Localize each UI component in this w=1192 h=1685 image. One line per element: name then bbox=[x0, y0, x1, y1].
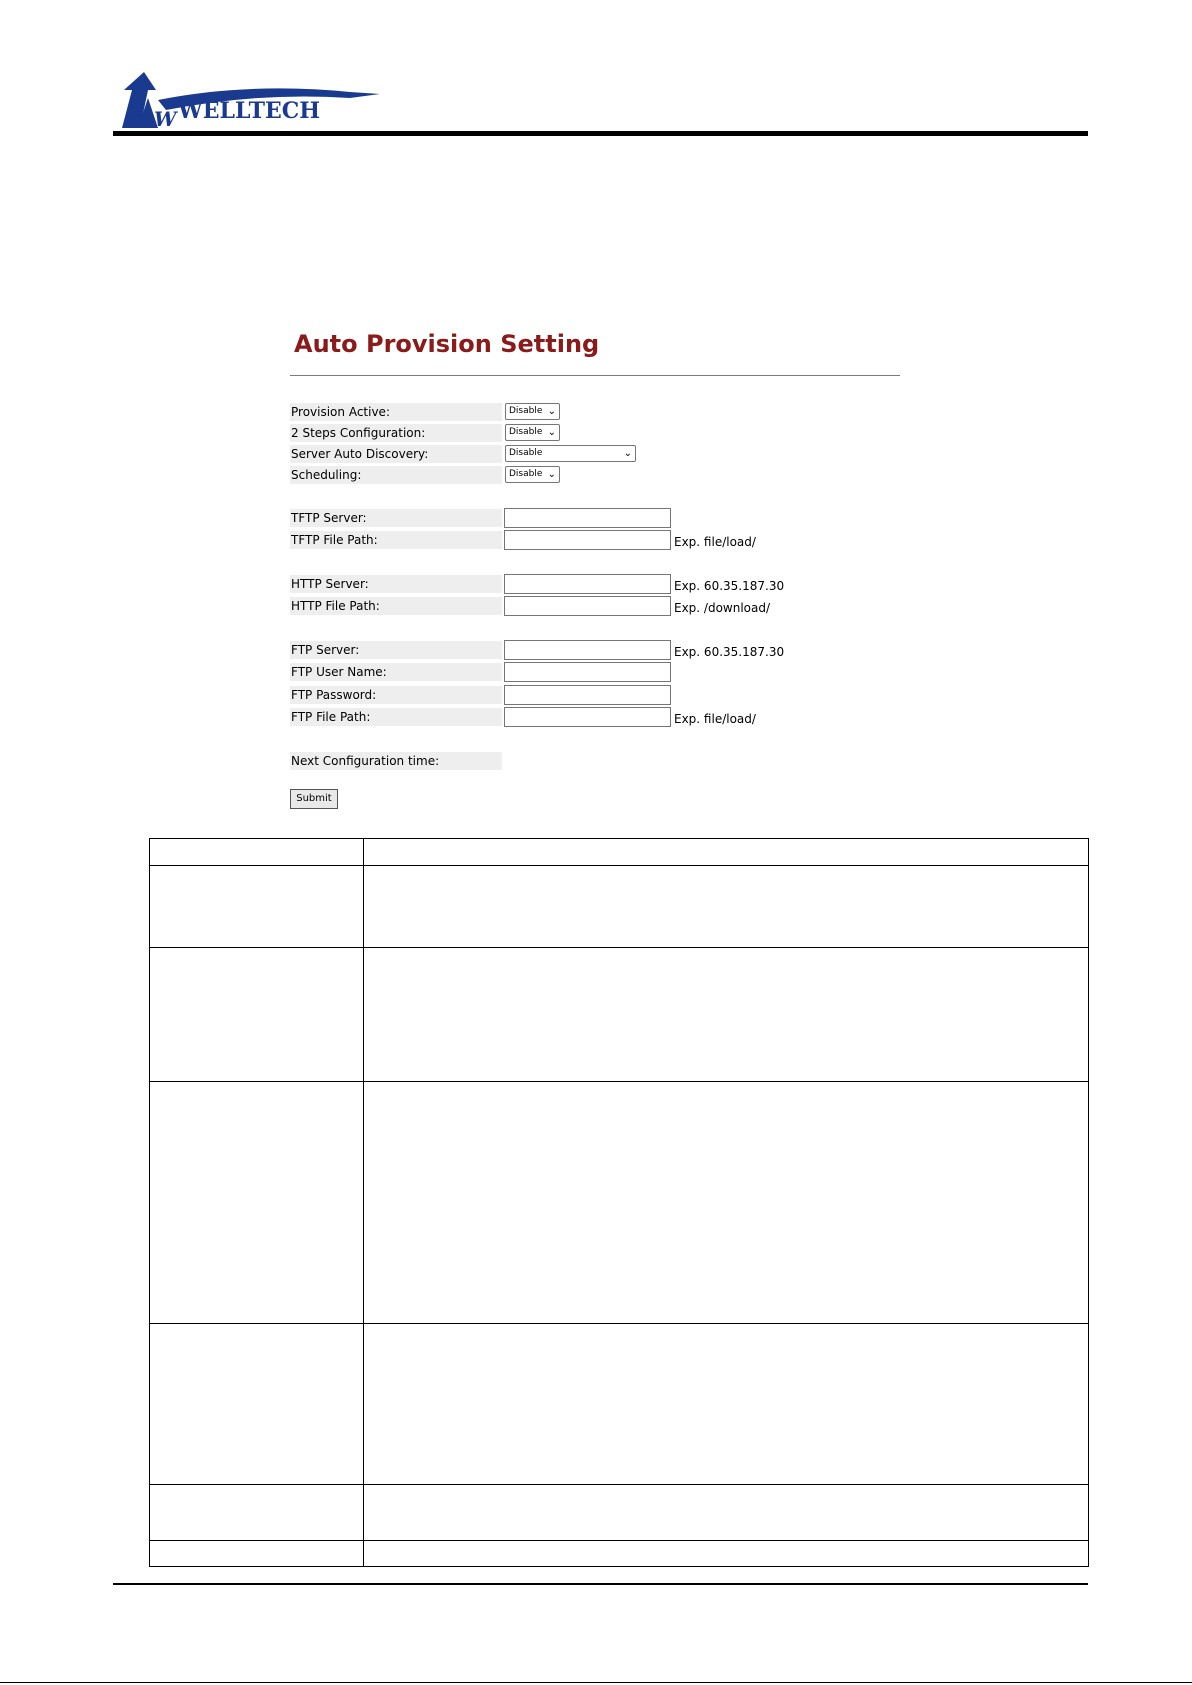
table-row bbox=[150, 1485, 1089, 1541]
svg-text:W: W bbox=[154, 107, 177, 131]
table-row bbox=[150, 1324, 1089, 1485]
field-hint: Exp. file/load/ bbox=[674, 712, 756, 726]
table-cell-description bbox=[364, 1485, 1089, 1541]
table-row bbox=[150, 866, 1089, 948]
select-value: Disable bbox=[509, 427, 543, 437]
field-label: TFTP File Path: bbox=[290, 531, 502, 549]
field-label: FTP User Name: bbox=[290, 663, 502, 681]
http-server-input[interactable] bbox=[504, 574, 671, 594]
table-cell-description bbox=[364, 1324, 1089, 1485]
scheduling-select[interactable] bbox=[505, 466, 560, 483]
field-label: TFTP Server: bbox=[290, 509, 502, 527]
select-value: Disable bbox=[509, 469, 543, 479]
footer-rule bbox=[113, 1583, 1088, 1585]
ftp-server-input[interactable] bbox=[504, 640, 671, 660]
description-table bbox=[149, 838, 1089, 1567]
field-label: Scheduling: bbox=[290, 466, 502, 484]
field-label: HTTP Server: bbox=[290, 575, 502, 593]
field-label: 2 Steps Configuration: bbox=[290, 424, 502, 442]
chevron-down-icon: ⌄ bbox=[547, 427, 556, 438]
field-label: FTP File Path: bbox=[290, 708, 502, 726]
ftp-user-name-input[interactable] bbox=[504, 662, 671, 682]
brand-name: WELLTECH bbox=[178, 98, 321, 124]
tftp-server-input[interactable] bbox=[504, 508, 671, 528]
field-hint: Exp. 60.35.187.30 bbox=[674, 645, 785, 659]
tftp-file-path-input[interactable] bbox=[504, 530, 671, 550]
table-cell-field bbox=[150, 1485, 364, 1541]
table-row bbox=[150, 1082, 1089, 1324]
table-cell-description bbox=[364, 866, 1089, 948]
provision-active-select[interactable] bbox=[505, 403, 560, 420]
table-cell-field bbox=[150, 948, 364, 1082]
auto-provision-panel bbox=[290, 330, 905, 815]
table-cell-description bbox=[364, 1541, 1089, 1567]
submit-button[interactable]: Submit bbox=[290, 789, 338, 809]
field-label: FTP Password: bbox=[290, 686, 502, 704]
table-row bbox=[150, 1541, 1089, 1567]
chevron-down-icon: ⌄ bbox=[623, 448, 632, 459]
welltech-logo bbox=[118, 70, 380, 132]
field-label: Provision Active: bbox=[290, 403, 502, 421]
server-auto-discovery-select[interactable] bbox=[505, 445, 636, 462]
page-bottom-rule bbox=[0, 1682, 1192, 1683]
two-steps-configuration-select[interactable] bbox=[505, 424, 560, 441]
field-label: FTP Server: bbox=[290, 641, 502, 659]
title-divider bbox=[290, 375, 900, 376]
field-label: Next Configuration time: bbox=[290, 752, 502, 770]
table-cell-description bbox=[364, 948, 1089, 1082]
table-cell-field bbox=[150, 866, 364, 948]
field-hint: Exp. /download/ bbox=[674, 601, 771, 615]
field-label: HTTP File Path: bbox=[290, 597, 502, 615]
field-hint: Exp. 60.35.187.30 bbox=[674, 579, 785, 593]
table-cell-field bbox=[150, 1082, 364, 1324]
field-label: Server Auto Discovery: bbox=[290, 445, 502, 463]
table-row bbox=[150, 839, 1089, 866]
select-value: Disable bbox=[509, 448, 543, 458]
chevron-down-icon: ⌄ bbox=[547, 469, 556, 480]
chevron-down-icon: ⌄ bbox=[547, 406, 556, 417]
ftp-file-path-input[interactable] bbox=[504, 707, 671, 727]
table-cell-description bbox=[364, 839, 1089, 866]
page-title: Auto Provision Setting bbox=[294, 330, 600, 358]
table-row bbox=[150, 948, 1089, 1082]
table-cell-field bbox=[150, 1324, 364, 1485]
table-cell-description bbox=[364, 1082, 1089, 1324]
ftp-password-input[interactable] bbox=[504, 685, 671, 705]
http-file-path-input[interactable] bbox=[504, 596, 671, 616]
field-hint: Exp. file/load/ bbox=[674, 535, 756, 549]
table-cell-field bbox=[150, 839, 364, 866]
header-rule bbox=[113, 131, 1088, 136]
select-value: Disable bbox=[509, 406, 543, 416]
table-cell-field bbox=[150, 1541, 364, 1567]
